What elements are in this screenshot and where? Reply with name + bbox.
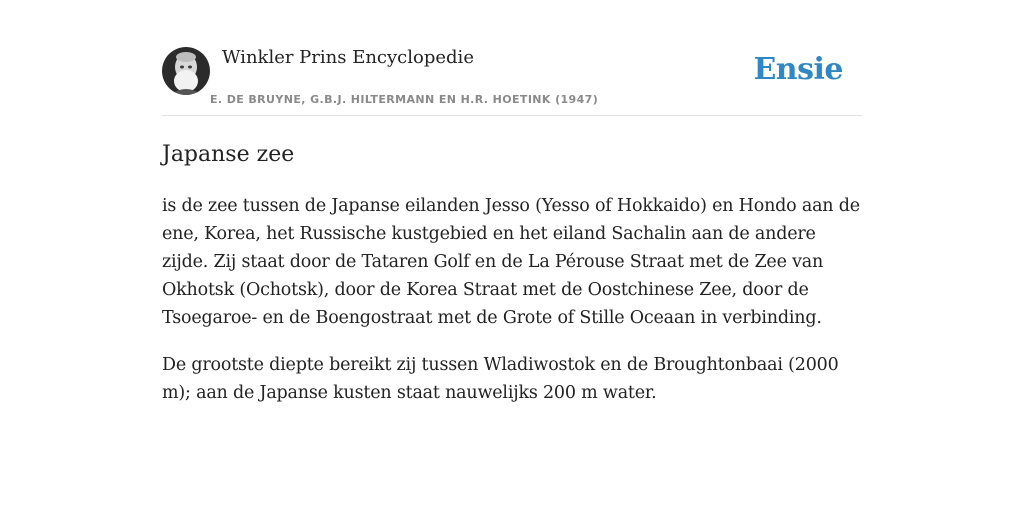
source-title[interactable]: Winkler Prins Encyclopedie [222, 47, 474, 68]
source-header [162, 45, 862, 116]
ensie-logo[interactable]: Ensie [753, 52, 843, 87]
source-authors: E. DE BRUYNE, G.B.J. HILTERMANN EN H.R. HOETINK (1947) [210, 93, 599, 106]
article-title: Japanse zee [162, 142, 295, 167]
article-paragraph: De grootste diepte bereikt zij tussen Wladiwostok en de Broughtonbaai (2000 m); aan de Japanse kusten staat nauwelijks 200 m water. [162, 355, 839, 403]
author-avatar [162, 47, 210, 95]
article [162, 140, 862, 426]
article-paragraph: is de zee tussen de Japanse eilanden Jesso (Yesso of Hokkaido) en Hondo aan de ene, Korea, het Russische kustgebied en het eiland Sachalin aan de andere zijde. Zij staat door de Tataren Golf en de La Pérouse Straat met de Zee van Okhotsk (Ochotsk), door de Korea Straat met de Oostchinese Zee, door de Tsoegaroe- en de Boengostraat met de Grote of Stille Oceaan in verbinding. [162, 196, 860, 328]
